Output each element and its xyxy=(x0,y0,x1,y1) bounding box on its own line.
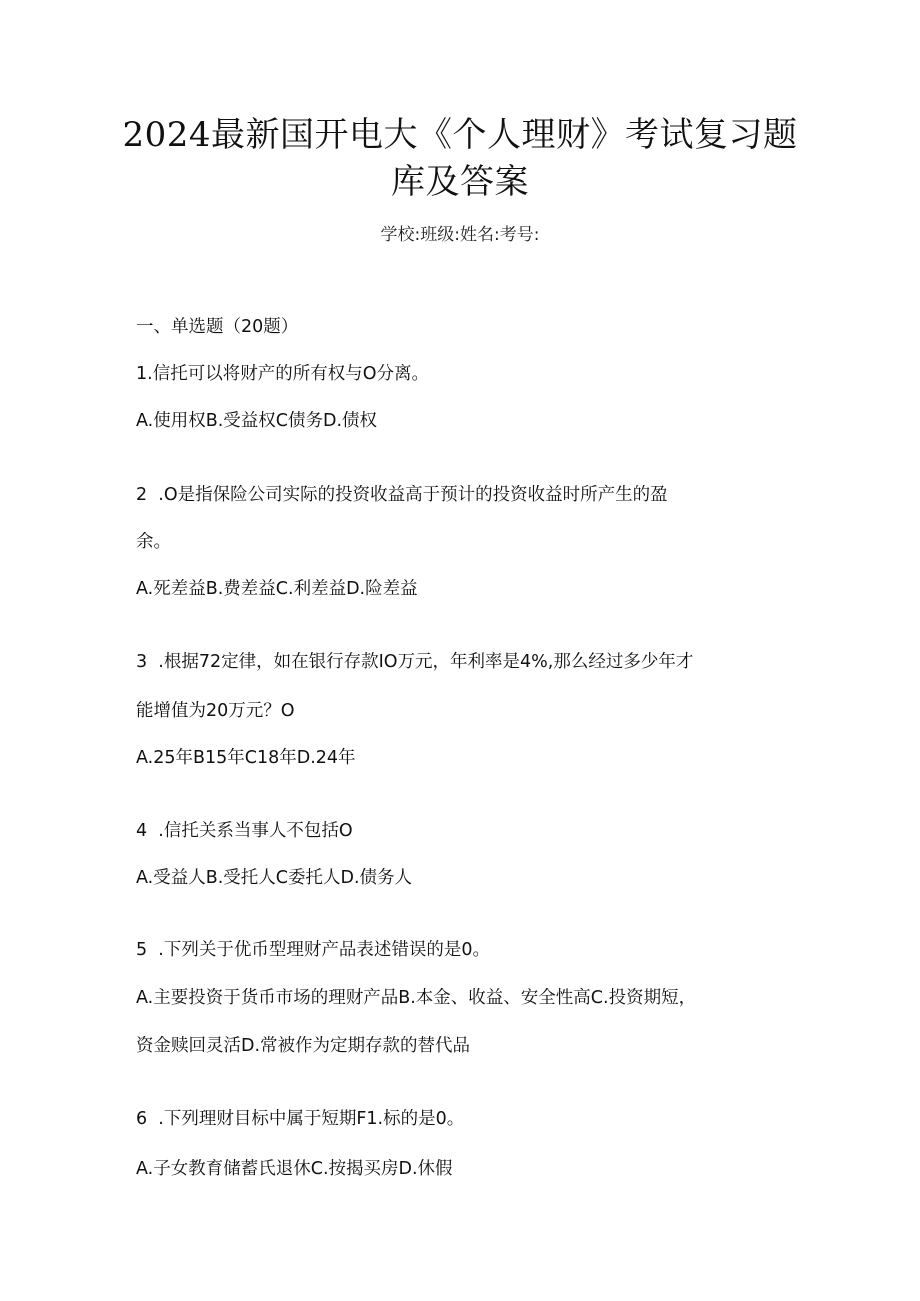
question-5-options: A.主要投资于货币市场的理财产品B.本金、收益、安全性高C.投资期短， xyxy=(136,988,697,1008)
document-title-line-2: 库及答案 xyxy=(391,162,529,202)
section-heading: 一、单选题（20题） xyxy=(136,317,299,337)
question-6-options: A.子女教育储蓄氏退休C.按揭买房D.休假 xyxy=(136,1159,453,1179)
question-4-options: A.受益人B.受托人C委托人D.债务人 xyxy=(136,868,413,888)
document-title-line-1: 2024最新国开电大《个人理财》考试复习题 xyxy=(122,115,798,155)
student-info-line: 学校:班级:姓名:考号: xyxy=(380,225,540,245)
question-6-stem: 6 .下列理财目标中属于短期F1.标的是0。 xyxy=(136,1109,465,1129)
question-2-stem: 2 .O是指保险公司实际的投资收益高于预计的投资收益时所产生的盈 xyxy=(136,485,668,505)
question-4-stem: 4 .信托关系当事人不包括O xyxy=(136,821,353,841)
question-5-stem: 5 .下列关于优币型理财产品表述错误的是0。 xyxy=(136,940,490,960)
question-2-options: A.死差益B.费差益C.利差益D.险差益 xyxy=(136,579,418,599)
question-3-options: A.25年B15年C18年D.24年 xyxy=(136,748,356,768)
question-2-stem-cont: 余。 xyxy=(136,532,171,552)
question-3-stem-cont: 能增值为20万元？O xyxy=(136,701,295,721)
question-1-options: A.使用权B.受益权C债务D.债权 xyxy=(136,411,378,431)
question-3-stem: 3 .根据72定律，如在银行存款IO万元，年利率是4%,那么经过多少年才 xyxy=(136,652,694,672)
question-1-stem: 1.信托可以将财产的所有权与O分离。 xyxy=(136,364,429,384)
question-5-options-cont: 资金赎回灵活D.常被作为定期存款的替代品 xyxy=(136,1036,471,1056)
